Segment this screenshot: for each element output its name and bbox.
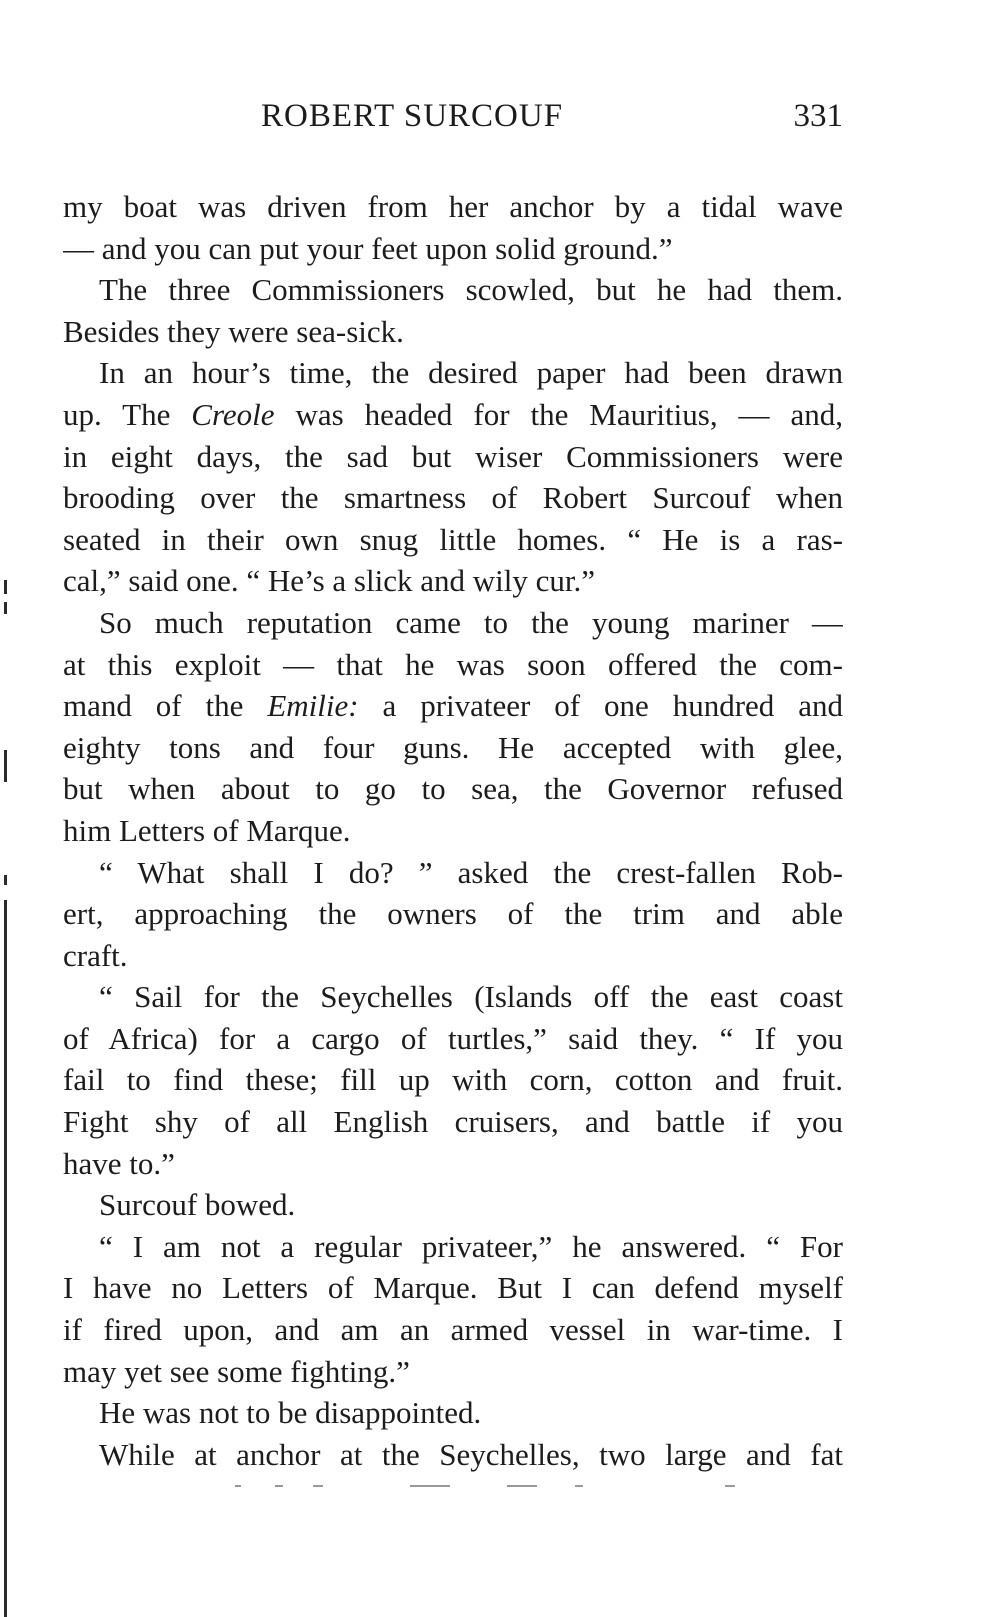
text-line bbox=[63, 560, 843, 602]
paragraph-first-line bbox=[63, 852, 843, 894]
text-line bbox=[63, 1143, 843, 1185]
text-segment: cal,” said one. “ He’s a slick and wily cur.” bbox=[63, 563, 595, 599]
paragraph-first-line bbox=[63, 1434, 843, 1476]
paragraph-first-line bbox=[63, 1184, 843, 1226]
scan-speck bbox=[313, 1485, 323, 1487]
edge-mark bbox=[4, 602, 7, 614]
page-edge-shadow bbox=[4, 560, 7, 1617]
text-segment: have to.” bbox=[63, 1145, 175, 1181]
scan-speck bbox=[507, 1485, 537, 1487]
text-segment: fail to find these; fill up with corn, cotton and fruit. bbox=[63, 1062, 843, 1098]
paragraph-first-line bbox=[63, 269, 843, 311]
text-segment: So much reputation came to the young mariner — bbox=[99, 604, 843, 640]
text-line bbox=[63, 1018, 843, 1060]
text-segment: mand of the bbox=[63, 688, 268, 724]
edge-mark bbox=[4, 580, 7, 594]
ship-name-italic: Emilie: bbox=[267, 688, 359, 724]
text-segment: of Africa) for a cargo of turtles,” said they. “ If you bbox=[63, 1020, 843, 1056]
text-line bbox=[63, 727, 843, 769]
text-segment: but when about to go to sea, the Governor refused bbox=[63, 771, 843, 807]
text-segment: seated in their own snug little homes. “ He is a ras- bbox=[63, 521, 843, 557]
paragraph-first-line bbox=[63, 1226, 843, 1268]
text-segment: him Letters of Marque. bbox=[63, 812, 351, 848]
running-title: ROBERT SURCOUF bbox=[261, 98, 564, 134]
paragraph-first-line bbox=[63, 602, 843, 644]
text-segment: if fired upon, and am an armed vessel in war-time. I bbox=[63, 1312, 843, 1348]
text-segment: “ Sail for the Seychelles (Islands off the east coast bbox=[99, 979, 843, 1015]
edge-mark bbox=[4, 875, 7, 885]
text-line bbox=[63, 935, 843, 977]
edge-mark bbox=[4, 750, 7, 782]
text-line bbox=[63, 1351, 843, 1393]
text-line bbox=[63, 436, 843, 478]
text-segment: a privateer of one hundred and bbox=[358, 688, 843, 724]
scan-speck bbox=[575, 1485, 583, 1487]
text-segment: Surcouf bowed. bbox=[99, 1187, 296, 1223]
ship-name-italic: Creole bbox=[191, 396, 275, 432]
text-line bbox=[63, 768, 843, 810]
text-segment: “ I am not a regular privateer,” he answered. “ For bbox=[99, 1228, 843, 1264]
scan-speck bbox=[410, 1485, 450, 1487]
paragraph-first-line bbox=[63, 1392, 843, 1434]
scan-speck bbox=[275, 1485, 283, 1487]
text-line bbox=[63, 1101, 843, 1143]
body-text bbox=[63, 186, 843, 1475]
page-header bbox=[63, 98, 843, 144]
text-line bbox=[63, 1267, 843, 1309]
text-line bbox=[63, 893, 843, 935]
text-segment: brooding over the smartness of Robert Surcouf when bbox=[63, 480, 843, 516]
text-segment: — and you can put your feet upon solid ground.” bbox=[63, 230, 673, 266]
text-segment: ert, approaching the owners of the trim and able bbox=[63, 896, 843, 932]
text-line bbox=[63, 311, 843, 353]
text-line bbox=[63, 228, 843, 270]
text-segment: in eight days, the sad but wiser Commissioners were bbox=[63, 438, 843, 474]
text-line bbox=[63, 394, 843, 436]
scan-speck bbox=[235, 1485, 241, 1487]
edge-mark bbox=[4, 900, 7, 1617]
text-segment: may yet see some fighting.” bbox=[63, 1353, 410, 1389]
text-segment: Fight shy of all English cruisers, and battle if you bbox=[63, 1104, 843, 1140]
text-segment: at this exploit — that he was soon offered the com- bbox=[63, 646, 843, 682]
text-segment: craft. bbox=[63, 937, 128, 973]
text-line bbox=[63, 685, 843, 727]
text-line bbox=[63, 810, 843, 852]
page-number: 331 bbox=[793, 98, 843, 134]
bottom-scan-specks bbox=[235, 1485, 745, 1489]
text-segment: up. The bbox=[63, 396, 192, 432]
text-line bbox=[63, 1309, 843, 1351]
text-segment: Besides they were sea-sick. bbox=[63, 313, 404, 349]
text-segment: my boat was driven from her anchor by a tidal wave bbox=[63, 189, 843, 224]
text-line bbox=[63, 1059, 843, 1101]
text-line bbox=[63, 477, 843, 519]
text-segment: The three Commissioners scowled, but he had them. bbox=[99, 272, 843, 308]
text-segment: While at anchor at the Seychelles, two large and fat bbox=[99, 1436, 843, 1472]
scan-speck bbox=[725, 1485, 735, 1487]
text-segment: eighty tons and four guns. He accepted with glee, bbox=[63, 729, 843, 765]
paragraph-first-line bbox=[63, 352, 843, 394]
text-segment: was headed for the Mauritius, — and, bbox=[274, 396, 843, 432]
text-segment: In an hour’s time, the desired paper had been drawn bbox=[99, 355, 843, 391]
text-line bbox=[63, 519, 843, 561]
text-segment: He was not to be disappointed. bbox=[99, 1395, 482, 1431]
text-line bbox=[63, 644, 843, 686]
paragraph-first-line bbox=[63, 976, 843, 1018]
text-segment: I have no Letters of Marque. But I can defend myself bbox=[63, 1270, 843, 1306]
text-line bbox=[63, 186, 843, 228]
text-segment: “ What shall I do? ” asked the crest-fallen Rob- bbox=[99, 854, 843, 890]
